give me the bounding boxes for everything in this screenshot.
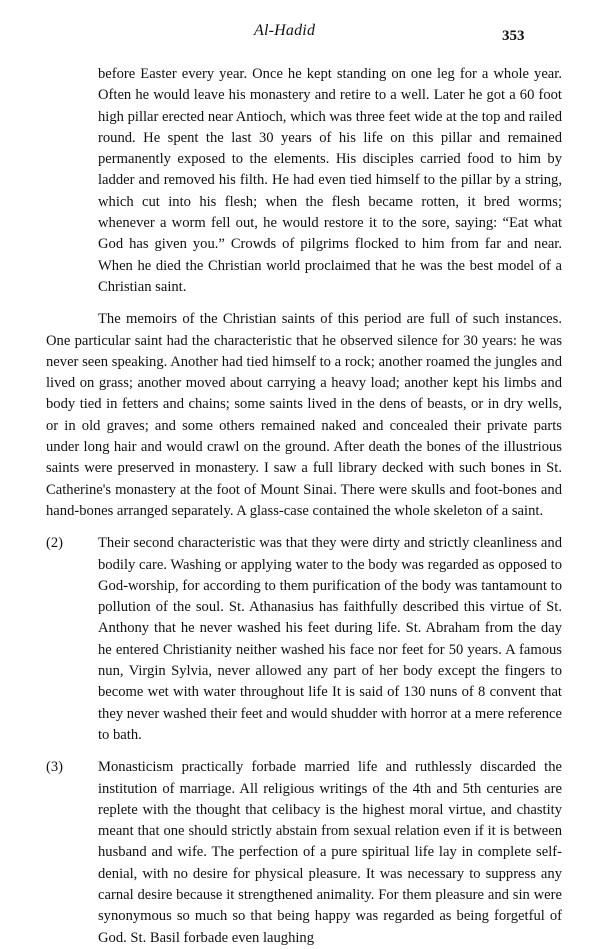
- item-text: Monasticism practically forbade married life and ruthlessly discarded the institution of marriage. All religious writings of the 4th and 5th centuries are replete with the thought that celibacy is the highest moral virtue, and chastity meant that one should strictly abstain from sexual relation even if it is between husband and wife. The perfection of a pure spiritual life lay in complete self-denial, with no desire for physical pleasure. It was necessary to suppress any carnal desire because it strengthened animality. For them pleasure and sin were synonymous so much so that being happy was regarded as being forgetful of God. St. Basil forbade even laughing: [98, 759, 562, 946]
- body-text: [46, 64, 562, 949]
- numbered-item-3: [46, 757, 562, 949]
- page-header: [0, 22, 600, 48]
- paragraph-continuation: before Easter every year. Once he kept standing on one leg for a whole year. Often he would leave his monastery and retire to a well. Later he got a 60 foot high pillar erected near Antioch, which was three feet wide at the top and railed round. He spent the last 30 years of his life on this pillar and remained permanently exposed to the elements. His disciples carried food to him by ladder and removed his filth. He had even tied himself to the pillar by a string, which cut into his flesh; when the flesh became rotten, it bred worms; whenever a worm fell out, he would restore it to the sore, saying: “Eat what God has given you.” Crowds of pilgrims flocked to him from far and near. When he died the Christian world proclaimed that he was the best model of a Christian saint.: [98, 66, 562, 295]
- paragraph-saints-memoirs: The memoirs of the Christian saints of this period are full of such instances. One particular saint had the characteristic that he observed silence for 30 years: he was never seen speaking. Another had tied himself to a rock; another roamed the jungles and lived on grass; another moved about carrying a heavy load; another kept his limbs and body tied in fetters and chains; some saints lived in the dens of beasts, or in dry wells, or in old graves; and some others remained naked and concealed their private parts under long hair and would crawl on the ground. After death the bones of the illustrious saints were preserved in monastery. I saw a full library decked with such bones in St. Catherine's monastery at the foot of Mount Sinai. There were skulls and foot-bones and hand-bones arranged separately. A glass-case contained the whole skeleton of a saint.: [46, 311, 562, 519]
- item-number: (3): [46, 759, 64, 776]
- item-number: (2): [46, 535, 64, 552]
- item-text: Their second characteristic was that they were dirty and strictly cleanliness and bodily care. Washing or applying water to the body was regarded as opposed to God-worship, for according to them purification of the body was tantamount to pollution of the soul. St. Athanasius has faithfully described this virtue of St. Anthony that he never washed his feet during life. St. Abraham from the day he entered Christianity neither washed his face nor feet for 50 years. A famous nun, Virgin Sylvia, never allowed any part of her body except the fingers to become wet with water throughout life It is said of 130 nuns of 8 convent that they never washed their feet and would shudder with horror at a mere reference to bath.: [98, 535, 562, 743]
- numbered-item-2: [46, 533, 562, 746]
- running-title: Al-Hadid: [254, 22, 316, 39]
- page-number: 353: [502, 28, 525, 44]
